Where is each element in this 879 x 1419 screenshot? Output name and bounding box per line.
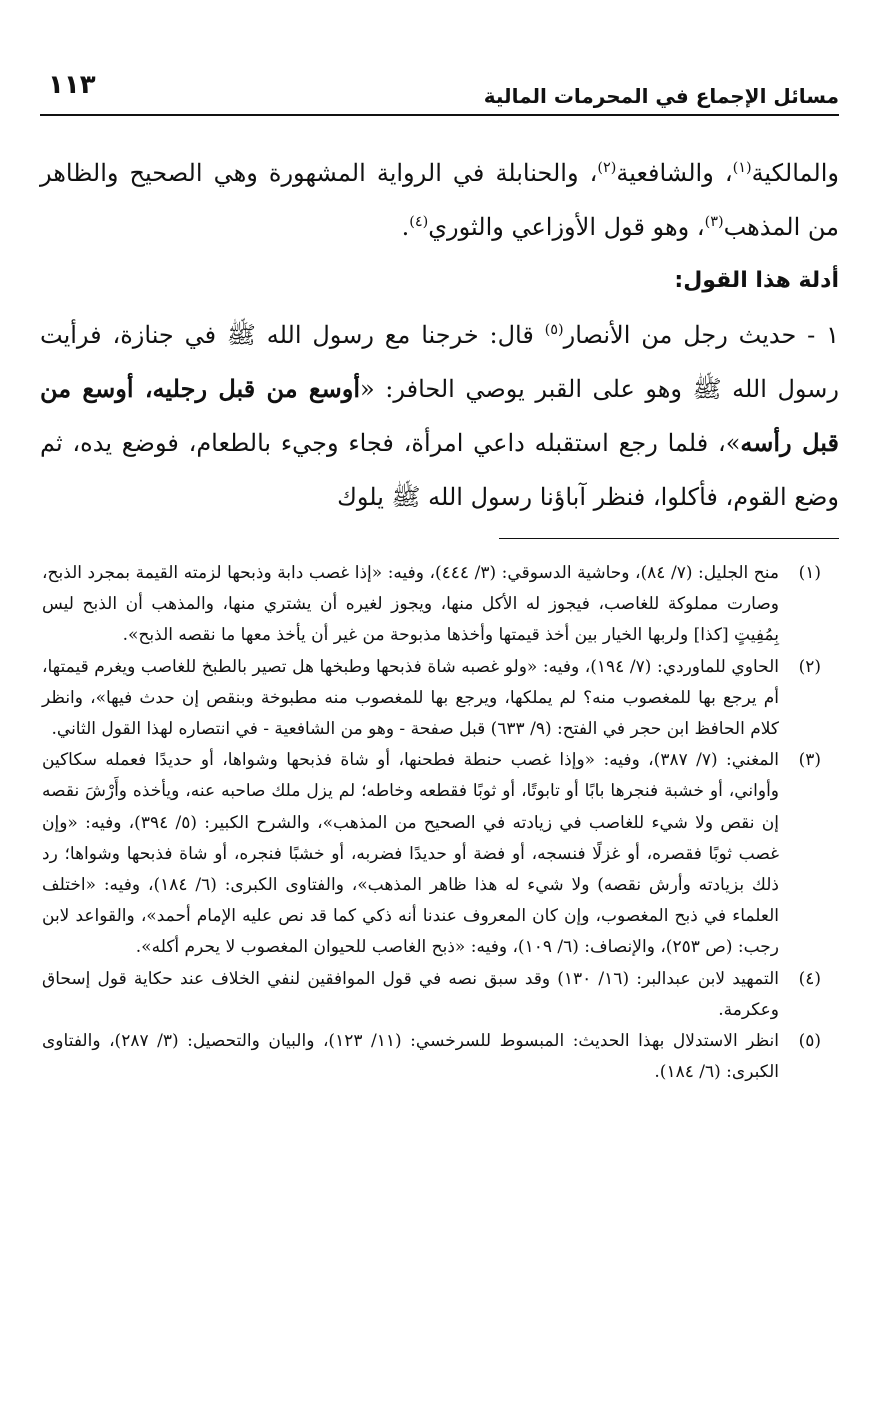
footnotes [42, 558, 821, 1088]
footnote-text: انظر الاستدلال بهذا الحديث: المبسوط للسرخسي: (١١/ ١٢٣)، والبيان والتحصيل: (٣/ ٢٨٧)، والفتاوى الكبرى: (٦/ ١٨٤). [42, 1031, 779, 1083]
footnote-marker: (٥) [798, 1031, 821, 1052]
header-rule [40, 114, 839, 116]
footnote-5 [42, 1026, 821, 1088]
footnote-marker: (٣) [798, 750, 821, 771]
main-text [40, 146, 839, 524]
text-run: ، والحنابلة في الرواية المشهورة وهي الصحيح والظاهر من المذهب [40, 159, 839, 241]
text-run: ، وهو قول الأوزاعي والثوري [428, 213, 705, 241]
running-head-title: مسائل الإجماع في المحرمات المالية [483, 84, 839, 108]
footnote-marker: (٢) [798, 656, 821, 677]
section-heading: أدلة هذا القول: [674, 268, 839, 293]
page-number: ١١٣ [48, 70, 96, 100]
text-run: »، فلما رجع استقبله داعي امرأة، فجاء وجيء بالطعام، فوضع يده، ثم وضع القوم، فأكلوا، فنظر آباؤنا رسول الله ﷺ يلوك [40, 429, 839, 511]
text-run: والمالكية [751, 159, 839, 187]
footnote-ref[interactable]: (٥) [544, 322, 564, 338]
footnote-text: التمهيد لابن عبدالبر: (١٦/ ١٣٠) وقد سبق نصه في قول الموافقين لنفي الخلاف عند حكاية قول إسحاق وعكرمة. [42, 968, 779, 1020]
footnote-2 [42, 652, 821, 746]
footnote-text: المغني: (٧/ ٣٨٧)، وفيه: «وإذا غصب حنطة فطحنها، أو شاة فذبحها وشواها، أو حديدًا فعمله سكاكين وأواني، أو خشبة فنجرها بابًا أو تابوتًا، أو ثوبًا فقطعه وخاطه؛ لم يزل ملك صاحبه عنه، ويأخذه وأَرْشَ نقصه إن نقص ولا شيء للغاصب في زيادته في الصحيح من المذهب»، والشرح الكبير: (٥/ ٣٩٤)، وفيه: «وإن غصب ثوبًا فقصره، أو غزلًا فنسجه، أو فضة أو حديدًا فضربه، أو خشبًا فنجره، أو شاة فذبحها وشواها؛ رد ذلك بزيادته وأرش نقصه) ولا شيء له هذا ظاهر المذهب»، والفتاوى الكبرى: (٦/ ١٨٤)، وفيه: «اختلف العلماء في ذبح المغصوب، وإن كان المعروف عندنا أنه ذكي كما قد نص عليه الإمام أحمد»، والقواعد لابن رجب: (ص ٢٥٣)، والإنصاف: (٦/ ١٠٩)، وفيه: «ذبح الغاصب للحيوان المغصوب لا يحرم أكله». [42, 750, 779, 958]
footnote-marker: (٤) [798, 968, 821, 989]
text-run: . [401, 213, 410, 241]
footnote-text: الحاوي للماوردي: (٧/ ١٩٤)، وفيه: «ولو غصبه شاة فذبحها وطبخها هل تصير بالطبخ للغاصب ويغرم قيمتها، أم يرجع بها للمغصوب منه؟ لم يملكها، ويرجع بها للمغصوب منه مطبوخة وبنقص إن حدث فيها»، وانظر كلام الحافظ ابن حجر في الفتح: (٩/ ٦٣٣) قبل صفحة - وهو من الشافعية - في انتصاره لهذا القول الثاني. [42, 656, 779, 740]
footnote-1 [42, 558, 821, 652]
footnote-ref[interactable]: (٢) [597, 160, 617, 176]
paragraph-hadith [40, 308, 839, 524]
text-run: ١ - حديث رجل من الأنصار [563, 321, 839, 349]
paragraph-madhhab-positions [40, 146, 839, 254]
footnote-3 [42, 745, 821, 963]
footnote-ref[interactable]: (٤) [409, 214, 429, 230]
footnote-text: منح الجليل: (٧/ ٨٤)، وحاشية الدسوقي: (٣/ ٤٤٤)، وفيه: «إذا غصب دابة وذبحها لزمته القيمة بمجرد الذبح، وصارت مملوكة للغاصب، فيجوز له الأكل منها، ويجوز لغيره أن يشتري منها، والمذهب أن الذبح ليس بِمُفِيتٍ [كذا] ولربها الخيار بين أخذ قيمتها وأخذها مذبوحة من غير أن يأخذ معها ما نقصه الذبح». [42, 563, 779, 646]
footnote-separator [499, 538, 839, 539]
footnote-marker: (١) [798, 563, 821, 583]
footnote-ref[interactable]: (٣) [704, 214, 724, 230]
footnote-ref[interactable]: (١) [732, 160, 752, 176]
hadith-quote: أوسع من قبل رجليه، أوسع من قبل رأسه [40, 374, 839, 457]
footnote-4 [42, 964, 821, 1026]
text-run: قال: خرجنا مع رسول الله ﷺ في جنازة، فرأيت رسول الله ﷺ وهو على القبر يوصي الحافر: « [40, 321, 839, 403]
text-run: ، والشافعية [616, 159, 733, 187]
page-header [40, 70, 839, 116]
